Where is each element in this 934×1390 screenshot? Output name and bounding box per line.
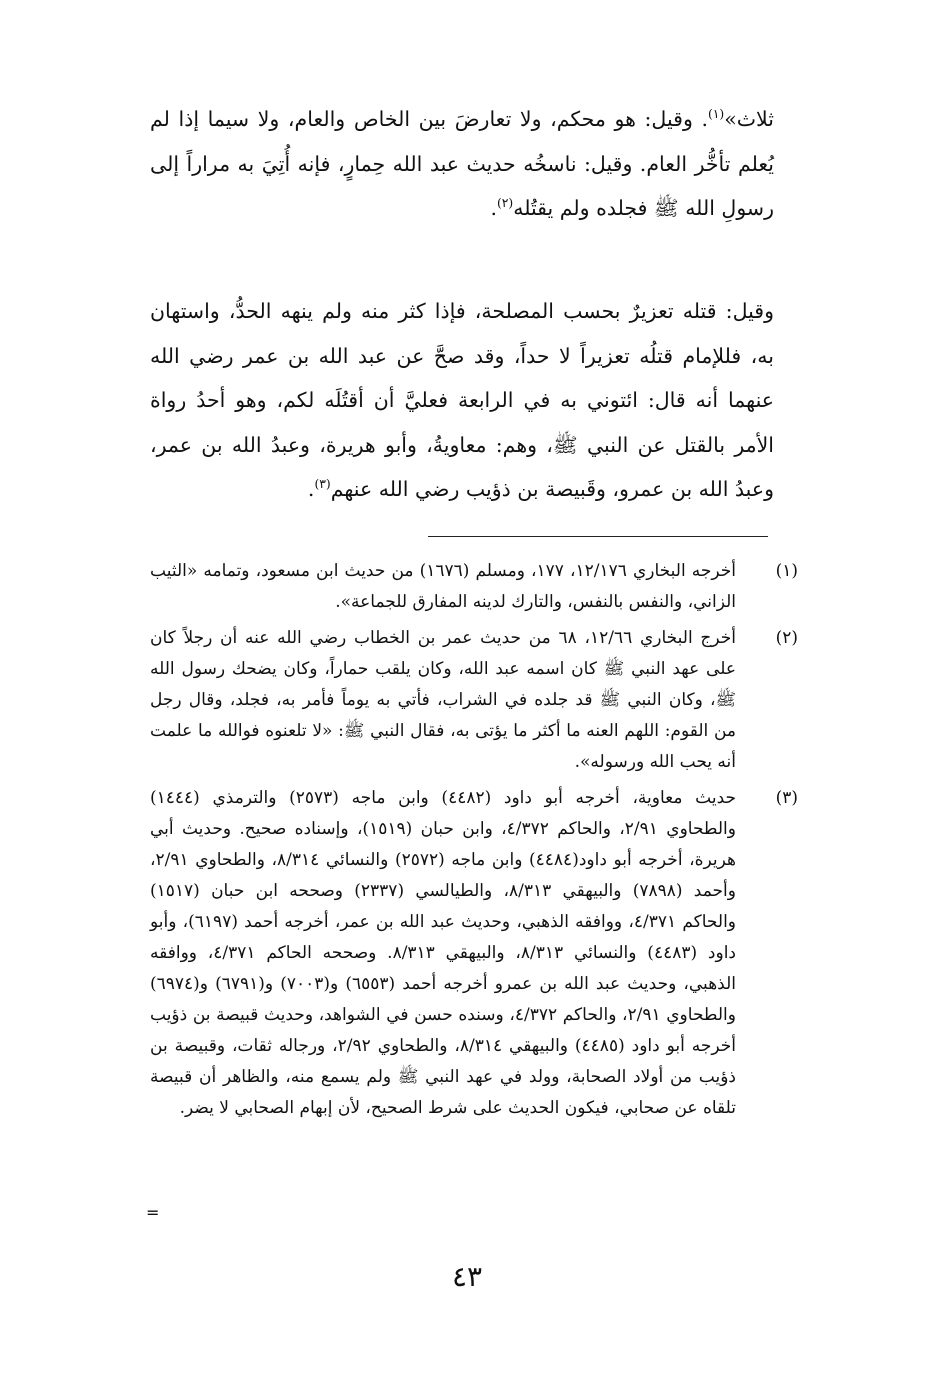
continuation-mark: = — [146, 1203, 160, 1222]
footnote-text: حديث معاوية، أخرجه أبو داود (٤٤٨٢) وابن ماجه (٢٥٧٣) والترمذي (١٤٤٤) والطحاوي ٢/٩١، والحاكم ٤/٣٧٢، وابن حبان (١٥١٩)، وإسناده صحيح. وحديث أبي هريرة، أخرجه أبو داود(٤٤٨٤) وابن ماجه (٢٥٧٢) والنسائي ٨/٣١٤، والطحاوي ٢/٩١، وأحمد (٧٨٩٨) والبيهقي ٨/٣١٣، والطيالسي (٢٣٣٧) وصححه ابن حبان (١٥١٧) والحاكم ٤/٣٧١، ووافقه الذهبي، وحديث عبد الله بن عمر، أخرجه أحمد (٦١٩٧)، وأبو داود (٤٤٨٣) والنسائي ٨/٣١٣، والبيهقي ٨/٣١٣. وصححه الحاكم ٤/٣٧١، ووافقه الذهبي، وحديث عبد الله بن عمرو أخرجه أحمد (٦٥٥٣) و(٧٠٠٣) و(٦٧٩١) و(٦٩٧٤) والطحاوي ٢/٩١، والحاكم ٤/٣٧٢، وسنده حسن في الشواهد، وحديث قبيصة بن ذؤيب أخرجه أبو داود (٤٤٨٥) والبيهقي ٨/٣١٤، والطحاوي ٢/٩٢، ورجاله ثقات، وقبيصة بن ذؤيب من أولاد الصحابة، وولد في عهد النبي ﷺ ولم يسمع منه، والظاهر أن قبيصة تلقاه عن صحابي، فيكون الحديث على شرط الصحيح، لأن إبهام الصحابي لا يضر. — [150, 788, 737, 1118]
footnote-2 — [150, 623, 798, 778]
footnote-number: (٢) — [775, 628, 798, 648]
footnote-number: (١) — [775, 561, 798, 581]
paragraph-1-start: ثلاث» — [724, 107, 774, 131]
footnote-separator — [428, 536, 768, 537]
footnote-number: (٣) — [775, 788, 798, 808]
footnote-ref-1: (١) — [707, 107, 725, 122]
paragraph-1-body: . وقيل: هو محكم، ولا تعارضَ بين الخاص والعام، ولا سيما إذا لم يُعلم تأخُّر العام. وقيل: ناسخُه حديث عبد الله حِمارٍ، فإنه أُتِيَ به مراراً إلى رسولِ الله ﷺ فجلده ولم يقتُله — [150, 107, 774, 220]
paragraph-2-body: وقيل: قتله تعزيرٌ بحسب المصلحة، فإذا كثر منه ولم ينهه الحدُّ، واستهان به، فللإمام قتلُه تعزيراً لا حداً، وقد صحَّ عن عبد الله بن عمر رضي الله عنهما أنه قال: ائتوني به في الرابعة فعليَّ أن أقتُلَه لكم، وهو أحدُ رواة الأمر بالقتل عن النبي ﷺ، وهم: معاويةُ، وأبو هريرة، وعبدُ الله بن عمر، وعبدُ الله بن عمرو، وقَبيصة بن ذؤيب رضي الله عنهم — [150, 299, 774, 501]
paragraph-2-end: . — [307, 477, 315, 501]
page-number: ٤٣ — [451, 1260, 483, 1293]
main-paragraph-2 — [150, 289, 774, 512]
footnote-1 — [150, 556, 798, 618]
footnote-ref-3: (٣) — [314, 477, 331, 492]
footnotes-section — [150, 556, 798, 1129]
main-paragraph-1 — [150, 97, 774, 231]
footnote-text: أخرج البخاري ١٢/٦٦، ٦٨ من حديث عمر بن الخطاب رضي الله عنه أن رجلاً كان على عهد النبي ﷺ كان اسمه عبد الله، وكان يلقب حماراً، وكان يضحك رسول الله ﷺ، وكان النبي ﷺ قد جلده في الشراب، فأتي به يوماً فأمر به، فجلد، وقال رجل من القوم: اللهم العنه ما أكثر ما يؤتى به، فقال النبي ﷺ: «لا تلعنوه فوالله ما علمت أنه يحب الله ورسوله». — [150, 628, 736, 772]
paragraph-1-end: . — [490, 196, 497, 220]
footnote-text: أخرجه البخاري ١٢/١٧٦، ١٧٧، ومسلم (١٦٧٦) من حديث ابن مسعود، وتمامه «الثيب الزاني، والنفس بالنفس، والتارك لدينه المفارق للجماعة». — [150, 561, 737, 612]
footnote-3 — [150, 783, 798, 1124]
footnote-ref-2: (٢) — [496, 196, 514, 211]
